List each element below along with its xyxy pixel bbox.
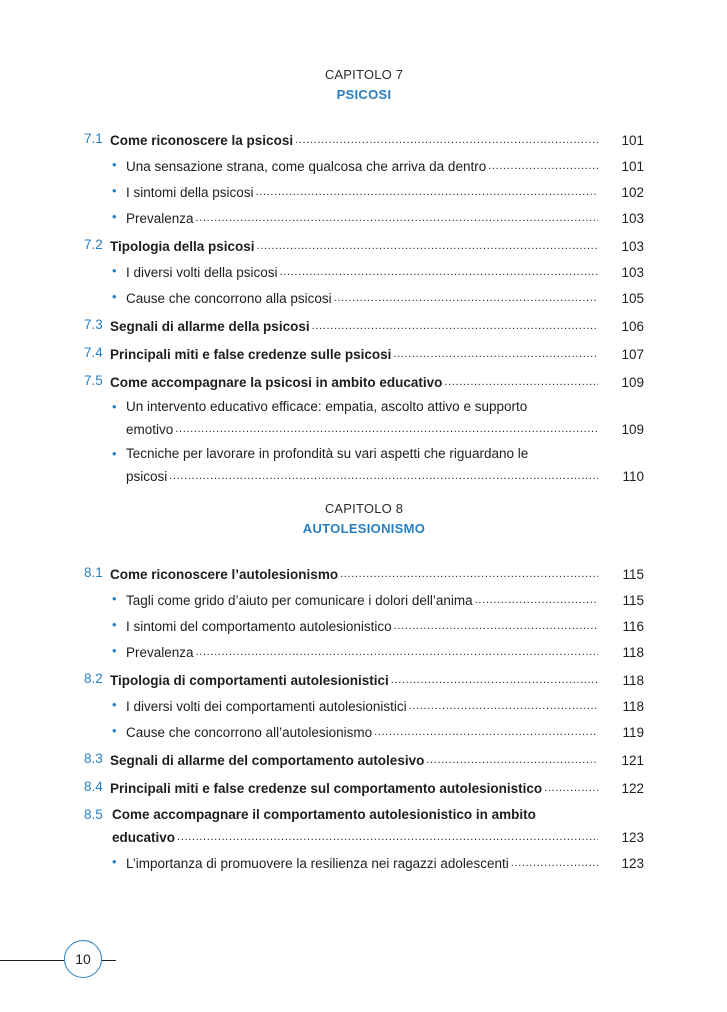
subsection-page: 105 [621, 291, 644, 306]
subsection-title: Prevalenza [126, 645, 194, 660]
subsection-page: 109 [621, 422, 644, 437]
leader-dots [177, 825, 598, 848]
subsection-title: I diversi volti della psicosi [126, 265, 278, 280]
subsection-title: emotivo [126, 422, 174, 437]
toc-subsection[interactable] [108, 396, 644, 440]
subsection-title-line1: Un intervento educativo efficace: empatia, ascolto attivo e supporto [126, 399, 528, 414]
bullet-icon: • [112, 591, 117, 606]
chapter-number: CAPITOLO 8 [324, 501, 404, 516]
section-title-line1: Come accompagnare il comportamento autolesionistico in ambito [112, 807, 536, 822]
leader-dots [196, 206, 598, 229]
section-page: 123 [621, 830, 644, 845]
subsection-title: Cause che concorrono all’autolesionismo [126, 725, 373, 740]
chapter-block [84, 501, 644, 874]
bullet-icon: • [112, 723, 117, 738]
section-row [110, 314, 602, 337]
section-page: 106 [621, 319, 644, 334]
section-title: educativo [112, 830, 176, 845]
section-title: Tipologia della psicosi [110, 239, 255, 254]
bullet-icon: • [112, 289, 117, 304]
subsection-page: 118 [622, 645, 644, 660]
section-number: 8.5 [84, 807, 103, 822]
section-row [110, 668, 602, 691]
bullet-icon: • [112, 446, 117, 461]
leader-dots [444, 370, 598, 393]
chapter-title: PSICOSI [336, 87, 392, 102]
subsection-page: 101 [621, 159, 644, 174]
section-row [110, 562, 602, 585]
section-row [110, 128, 602, 151]
subsection-row [126, 640, 602, 663]
subsection-row [126, 720, 602, 743]
subsection-row [126, 286, 602, 309]
toc-subsection[interactable] [108, 588, 644, 611]
section-row [110, 234, 602, 257]
section-page: 107 [621, 347, 644, 362]
section-title: Come accompagnare la psicosi in ambito educativo [110, 375, 443, 390]
leader-dots [511, 851, 598, 874]
section-title: Tipologia di comportamenti autolesionistici [110, 673, 389, 688]
leader-dots [334, 286, 598, 309]
toc-subsection[interactable] [108, 851, 644, 874]
leader-dots [426, 748, 598, 771]
section-page: 103 [621, 239, 644, 254]
chapter-title: AUTOLESIONISMO [302, 521, 426, 536]
toc-subsection[interactable] [108, 260, 644, 283]
leader-dots [340, 562, 598, 585]
leader-dots [544, 776, 598, 799]
footer-rule-right [102, 960, 116, 961]
section-row [110, 776, 602, 799]
subsection-title: I diversi volti dei comportamenti autolesionistici [126, 699, 407, 714]
section-number: 7.5 [84, 373, 103, 388]
bullet-icon: • [112, 399, 117, 414]
subsection-row [126, 614, 602, 637]
section-number: 7.4 [84, 345, 103, 360]
subsection-row [126, 206, 602, 229]
section-row [112, 825, 602, 848]
section-title: Principali miti e false credenze sul comportamento autolesionistico [110, 781, 543, 796]
subsection-title: L’importanza di promuovere la resilienza nei ragazzi adolescenti [126, 856, 509, 871]
subsection-row [126, 694, 602, 717]
leader-dots [175, 417, 598, 440]
subsection-page: 103 [621, 265, 644, 280]
subsection-title: Prevalenza [126, 211, 194, 226]
toc-subsection[interactable] [108, 614, 644, 637]
leader-dots [391, 668, 598, 691]
toc-subsection[interactable] [108, 180, 644, 203]
subsection-page: 115 [622, 593, 644, 608]
section-title: Segnali di allarme del comportamento autolesivo [110, 753, 425, 768]
bullet-icon: • [112, 263, 117, 278]
leader-dots [196, 640, 598, 663]
toc-section[interactable] [84, 370, 644, 393]
chapter-number: CAPITOLO 7 [324, 67, 404, 82]
page-number-badge [64, 940, 102, 978]
section-number: 8.4 [84, 779, 103, 794]
bullet-icon: • [112, 697, 117, 712]
section-page: 115 [622, 567, 644, 582]
bullet-icon: • [112, 643, 117, 658]
leader-dots [280, 260, 598, 283]
leader-dots [393, 342, 598, 365]
toc-subsection[interactable] [108, 640, 644, 663]
subsection-title-line1: Tecniche per lavorare in profondità su vari aspetti che riguardano le [126, 446, 529, 461]
bullet-icon: • [112, 183, 117, 198]
leader-dots [295, 128, 598, 151]
section-row [110, 748, 602, 771]
leader-dots [169, 464, 598, 487]
subsection-page: 110 [622, 469, 644, 484]
section-row [110, 370, 602, 393]
subsection-title: Una sensazione strana, come qualcosa che arriva da dentro [126, 159, 487, 174]
subsection-page: 123 [621, 856, 644, 871]
toc-subsection[interactable] [108, 286, 644, 309]
bullet-icon: • [112, 617, 117, 632]
section-title: Come riconoscere l’autolesionismo [110, 567, 339, 582]
section-title: Come riconoscere la psicosi [110, 133, 294, 148]
toc-list [84, 128, 644, 487]
chapter-block [84, 67, 644, 487]
toc-subsection[interactable] [108, 694, 644, 717]
leader-dots [394, 614, 598, 637]
subsection-row [126, 180, 602, 203]
section-row [110, 342, 602, 365]
toc-section[interactable] [84, 748, 644, 771]
section-title: Principali miti e false credenze sulle psicosi [110, 347, 392, 362]
section-number: 7.1 [84, 131, 103, 146]
toc-section[interactable] [84, 776, 644, 799]
section-number: 7.3 [84, 317, 103, 332]
subsection-row [126, 260, 602, 283]
bullet-icon: • [112, 854, 117, 869]
subsection-row [126, 588, 602, 611]
toc-section[interactable] [84, 562, 644, 585]
subsection-page: 102 [621, 185, 644, 200]
section-title: Segnali di allarme della psicosi [110, 319, 310, 334]
section-number: 8.1 [84, 565, 103, 580]
leader-dots [257, 234, 598, 257]
toc-section[interactable] [84, 234, 644, 257]
leader-dots [312, 314, 598, 337]
section-number: 8.3 [84, 751, 103, 766]
toc-subsection[interactable] [108, 154, 644, 177]
toc-subsection[interactable] [108, 720, 644, 743]
subsection-title: Tagli come grido d’aiuto per comunicare i dolori dell’anima [126, 593, 473, 608]
subsection-title: Cause che concorrono alla psicosi [126, 291, 332, 306]
section-page: 109 [621, 375, 644, 390]
section-number: 8.2 [84, 671, 103, 686]
chapter-header [84, 67, 644, 102]
toc-section[interactable] [84, 668, 644, 691]
leader-dots [256, 180, 598, 203]
subsection-row [126, 154, 602, 177]
toc-subsection[interactable] [108, 443, 644, 487]
subsection-row [126, 464, 602, 487]
toc-section[interactable] [84, 314, 644, 337]
subsection-row [126, 417, 602, 440]
footer-rule-left [0, 960, 64, 961]
section-number: 7.2 [84, 237, 103, 252]
section-page: 118 [622, 673, 644, 688]
section-page: 101 [621, 133, 644, 148]
bullet-icon: • [112, 209, 117, 224]
bullet-icon: • [112, 157, 117, 172]
toc-section[interactable] [84, 804, 644, 848]
toc-section[interactable] [84, 342, 644, 365]
leader-dots [409, 694, 598, 717]
leader-dots [488, 154, 598, 177]
section-page: 122 [621, 781, 644, 796]
toc-section[interactable] [84, 128, 644, 151]
subsection-title: I sintomi della psicosi [126, 185, 254, 200]
leader-dots [475, 588, 598, 611]
toc-list [84, 562, 644, 874]
subsection-page: 118 [622, 699, 644, 714]
subsection-page: 116 [622, 619, 644, 634]
subsection-page: 103 [621, 211, 644, 226]
subsection-title: I sintomi del comportamento autolesionistico [126, 619, 392, 634]
leader-dots [374, 720, 598, 743]
page-number: 10 [75, 951, 91, 967]
chapter-header [84, 501, 644, 536]
section-page: 121 [621, 753, 644, 768]
subsection-title: psicosi [126, 469, 168, 484]
toc-subsection[interactable] [108, 206, 644, 229]
subsection-page: 119 [622, 725, 644, 740]
subsection-row [126, 851, 602, 874]
